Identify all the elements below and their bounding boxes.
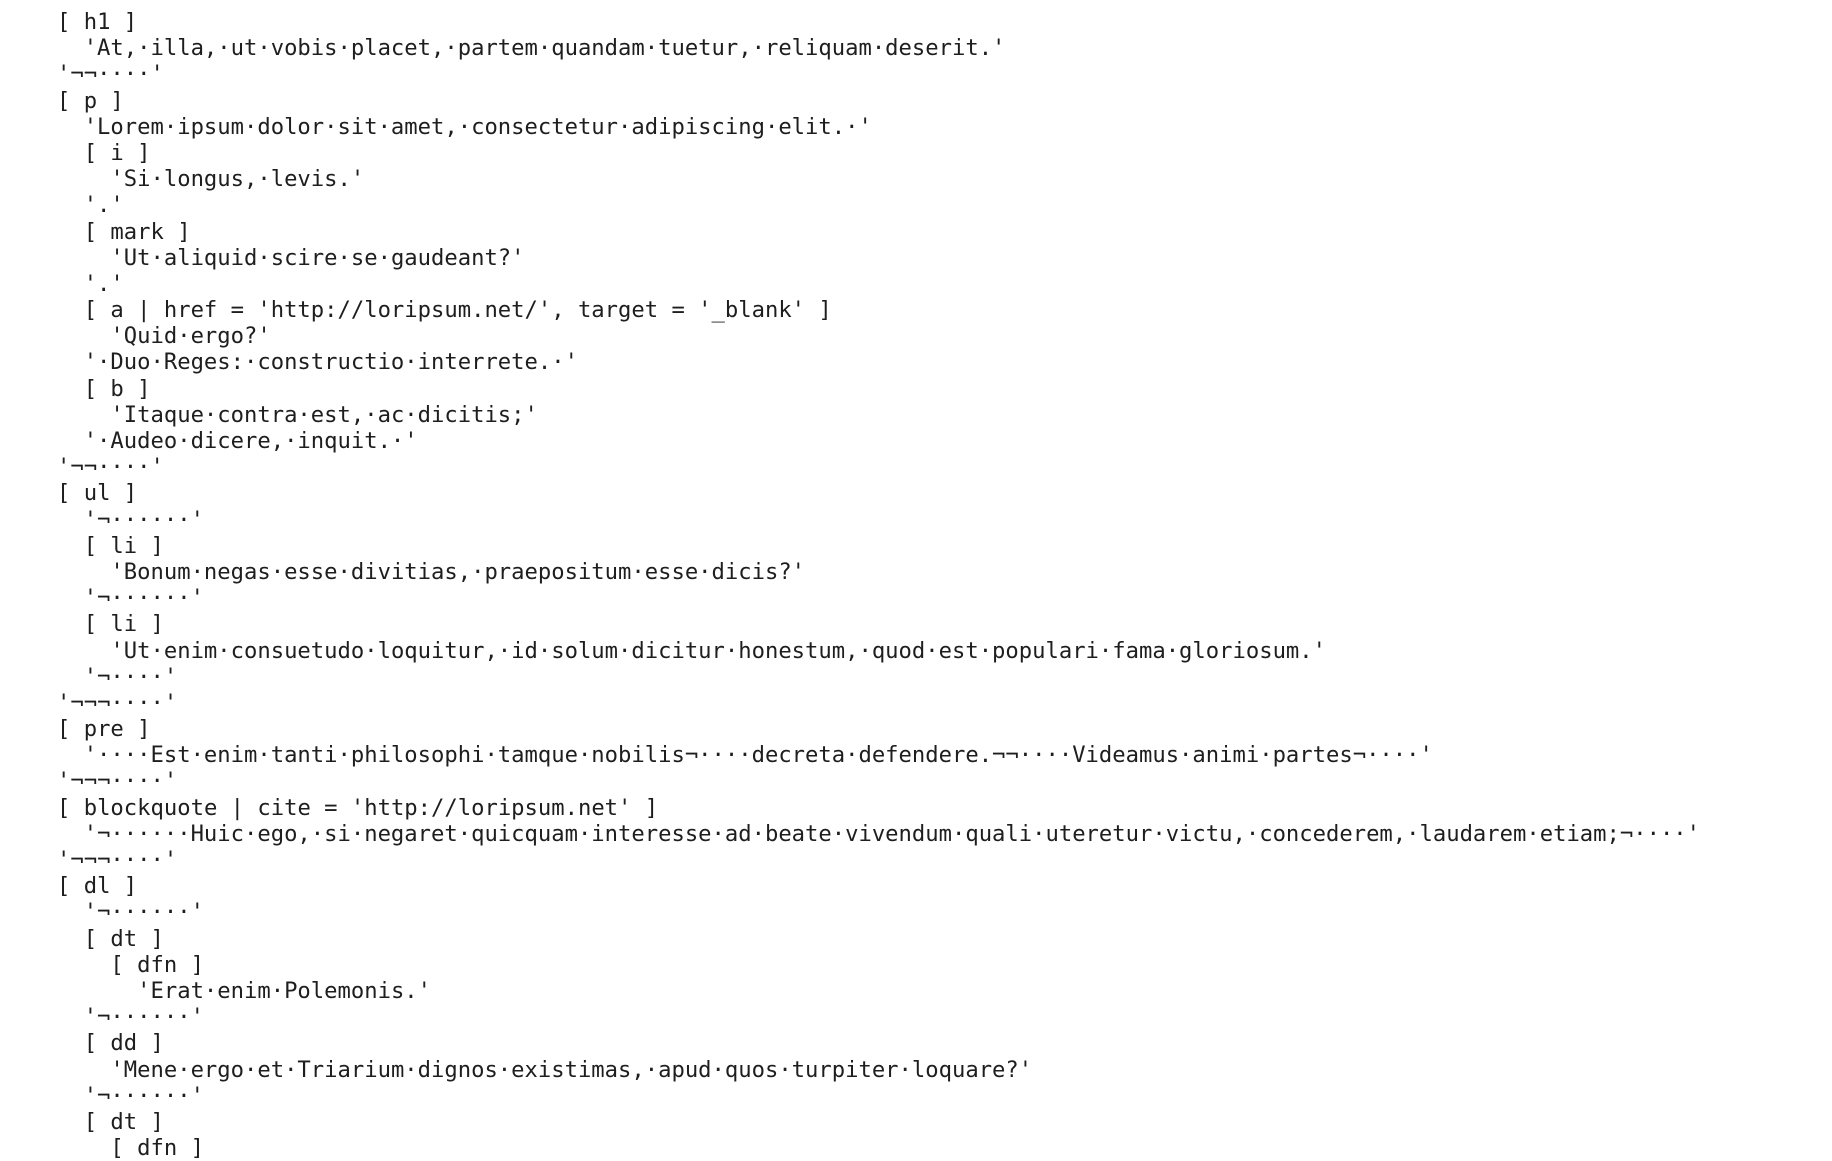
tree-node-text: '·Audeo·dicere,·inquit.·'	[83, 428, 418, 454]
tree-node-text: 'Quid·ergo?'	[110, 323, 271, 350]
tree-node-text: '.'	[83, 192, 124, 219]
tree-node-text: '¬······'	[83, 506, 204, 533]
tree-node-text: '¬······Huic·ego,·si·negaret·quicquam·interesse·ad·beate·vivendum·quali·uteretur·victu,·concederem,·laudarem·etiam;¬····'	[83, 820, 1701, 847]
tree-node-text: '¬······'	[83, 1082, 204, 1109]
tree-node-tag: [ dt ]	[83, 925, 164, 952]
tree-node-tag: [ dd ]	[83, 1030, 164, 1057]
tree-node-tag: [ ul ]	[57, 480, 138, 507]
tree-node-tag: [ i ]	[83, 139, 151, 166]
tree-node-text: 'Erat·enim·Polemonis.'	[137, 977, 432, 1004]
tree-node-text: '¬¬····'	[57, 61, 164, 88]
tree-node-text: 'Itaque·contra·est,·ac·dicitis;'	[110, 401, 538, 428]
tree-node-tag: [ li ]	[83, 611, 164, 638]
tree-node-tag: [ dt ]	[83, 1108, 164, 1135]
tree-node-tag: [ li ]	[83, 532, 164, 559]
tree-node-tag: [ b ]	[83, 375, 151, 402]
dom-tree-view	[57, 9, 1700, 1161]
tree-node-text: 'Si·longus,·levis.'	[110, 166, 365, 193]
tree-node-text: '····Est·enim·tanti·philosophi·tamque·nobilis¬····decreta·defendere.¬¬····Videamus·animi·partes¬····'	[83, 742, 1433, 769]
tree-node-tag: [ p ]	[57, 87, 124, 114]
tree-node-text: '¬¬¬····'	[57, 689, 178, 716]
tree-node-text: 'Ut·enim·consuetudo·loquitur,·id·solum·dicitur·honestum,·quod·est·populari·fama·gloriosum.'	[110, 637, 1326, 664]
tree-node-tag: [ dfn ]	[110, 951, 204, 978]
tree-node-tag: [ blockquote | cite = 'http://loripsum.net' ]	[57, 794, 659, 821]
tree-node-text: '¬¬¬····'	[57, 847, 178, 873]
tree-node-text: 'Bonum·negas·esse·divitias,·praepositum·esse·dicis?'	[110, 558, 806, 585]
tree-node-text: 'Lorem·ipsum·dolor·sit·amet,·consectetur·adipiscing·elit.·'	[83, 113, 872, 140]
tree-node-text: 'At,·illa,·ut·vobis·placet,·partem·quandam·tuetur,·reliquam·deserit.'	[83, 35, 1006, 62]
tree-node-tag: [ mark ]	[83, 218, 191, 245]
tree-node-text: '¬¬····'	[57, 454, 164, 481]
tree-node-tag: [ pre ]	[57, 716, 151, 743]
tree-node-tag: [ dfn ]	[110, 1135, 204, 1161]
tree-node-text: '¬······'	[83, 585, 204, 612]
tree-node-text: '.'	[83, 270, 124, 297]
tree-node-text: '·Duo·Reges:·constructio·interrete.·'	[83, 349, 578, 376]
tree-node-text: '¬······'	[83, 1004, 204, 1031]
tree-node-text: 'Mene·ergo·et·Triarium·dignos·existimas,·apud·quos·turpiter·loquare?'	[110, 1056, 1033, 1083]
tree-node-tag: [ h1 ]	[57, 9, 138, 35]
tree-node-text: 'Ut·aliquid·scire·se·gaudeant?'	[110, 244, 525, 271]
tree-node-text: '¬······'	[83, 899, 204, 926]
tree-node-tag: [ a | href = 'http://loripsum.net/', target = '_blank' ]	[83, 297, 832, 324]
tree-node-tag: [ dl ]	[57, 873, 138, 900]
tree-node-text: '¬¬¬····'	[57, 768, 178, 795]
tree-node-text: '¬····'	[83, 663, 178, 690]
